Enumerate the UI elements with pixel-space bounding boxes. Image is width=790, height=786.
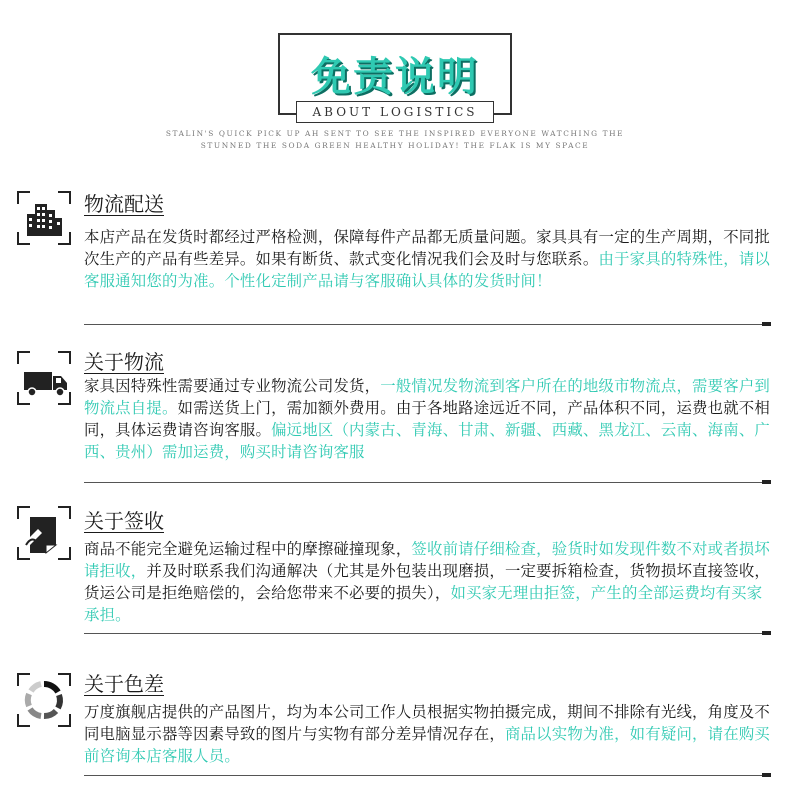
- paragraph-text: 家具因特殊性需要通过专业物流公司发货，: [84, 377, 381, 395]
- paragraph-highlight: 签收前请仔细检查，验货时如发现件数不对或者损坏请拒收，: [84, 540, 770, 580]
- divider-end-mark: [762, 631, 771, 635]
- divider-end-mark: [762, 480, 771, 484]
- section-heading: 关于色差: [84, 672, 164, 696]
- paragraph-highlight: 偏远地区（内蒙古、青海、甘肃、新疆、西藏、黑龙江、云南、海南、广西、贵州）需加运费，购买时请咨询客服: [84, 421, 770, 461]
- truck-icon: [16, 350, 72, 406]
- tagline-line-1: STALIN'S QUICK PICK UP AH SENT TO SEE THE INSPIRED EVERYONE WATCHING THE: [165, 129, 625, 138]
- divider-end-mark: [762, 322, 771, 326]
- paragraph-text: 并及时联系我们沟通解决（尤其是外包装出现磨损，一定要拆箱检查，货物损坏直接签收，货运公司是拒绝赔偿的，会给您带来不必要的损失），: [84, 562, 771, 602]
- section-divider: [84, 324, 770, 325]
- section-paragraph: [84, 375, 774, 463]
- section-divider: [84, 482, 770, 483]
- paragraph-text: 本店产品在发货时都经过严格检测，保障每件产品都无质量问题。家具具有一定的生产周期，不同批次生产的产品有些差异。如果有断货、款式变化情况我们会及时与您联系。: [84, 228, 770, 268]
- divider-end-mark: [762, 773, 771, 777]
- page-title: 免责说明: [311, 54, 479, 100]
- section-paragraph: [84, 538, 774, 626]
- paragraph-highlight: 一般情况发物流到客户所在的地级市物流点，需要客户到物流点自提。: [84, 377, 771, 417]
- paragraph-text: 万度旗舰店提供的产品图片，均为本公司工作人员根据实物拍摄完成，期间不排除有光线，角度及不同电脑显示器等因素导致的图片与实物有部分差异情况存在，: [84, 703, 770, 743]
- building-icon: [16, 190, 72, 246]
- paragraph-text: 商品不能完全避免运输过程中的摩擦碰撞现象，: [84, 540, 412, 558]
- loading-ring-icon: [16, 672, 72, 728]
- section-divider: [84, 775, 770, 776]
- section-heading: 物流配送: [84, 192, 164, 216]
- section-paragraph: [84, 701, 774, 767]
- paragraph-text: 如需送货上门，需加额外费用。由于各地路途远近不同，产品体积不同，运费也就不相同，具体运费请咨询客服。: [84, 399, 770, 439]
- paragraph-highlight: 如买家无理由拒签，产生的全部运费均有买家承担。: [84, 584, 763, 624]
- section-divider: [84, 633, 770, 634]
- paragraph-highlight: 由于家具的特殊性，请以客服通知您的为准。个性化定制产品请与客服确认具体的发货时间！: [84, 250, 770, 290]
- sign-document-icon: [16, 505, 72, 561]
- tagline-line-2: STUNNED THE SODA GREEN HEALTHY HOLIDAY! THE FLAK IS MY SPACE: [200, 141, 590, 150]
- subtitle-label: ABOUT LOGISTICS: [296, 101, 494, 123]
- section-paragraph: [84, 226, 774, 292]
- section-heading: 关于物流: [84, 350, 164, 374]
- section-heading: 关于签收: [84, 509, 164, 533]
- paragraph-highlight: 商品以实物为准，如有疑问，请在购买前咨询本店客服人员。: [84, 725, 770, 765]
